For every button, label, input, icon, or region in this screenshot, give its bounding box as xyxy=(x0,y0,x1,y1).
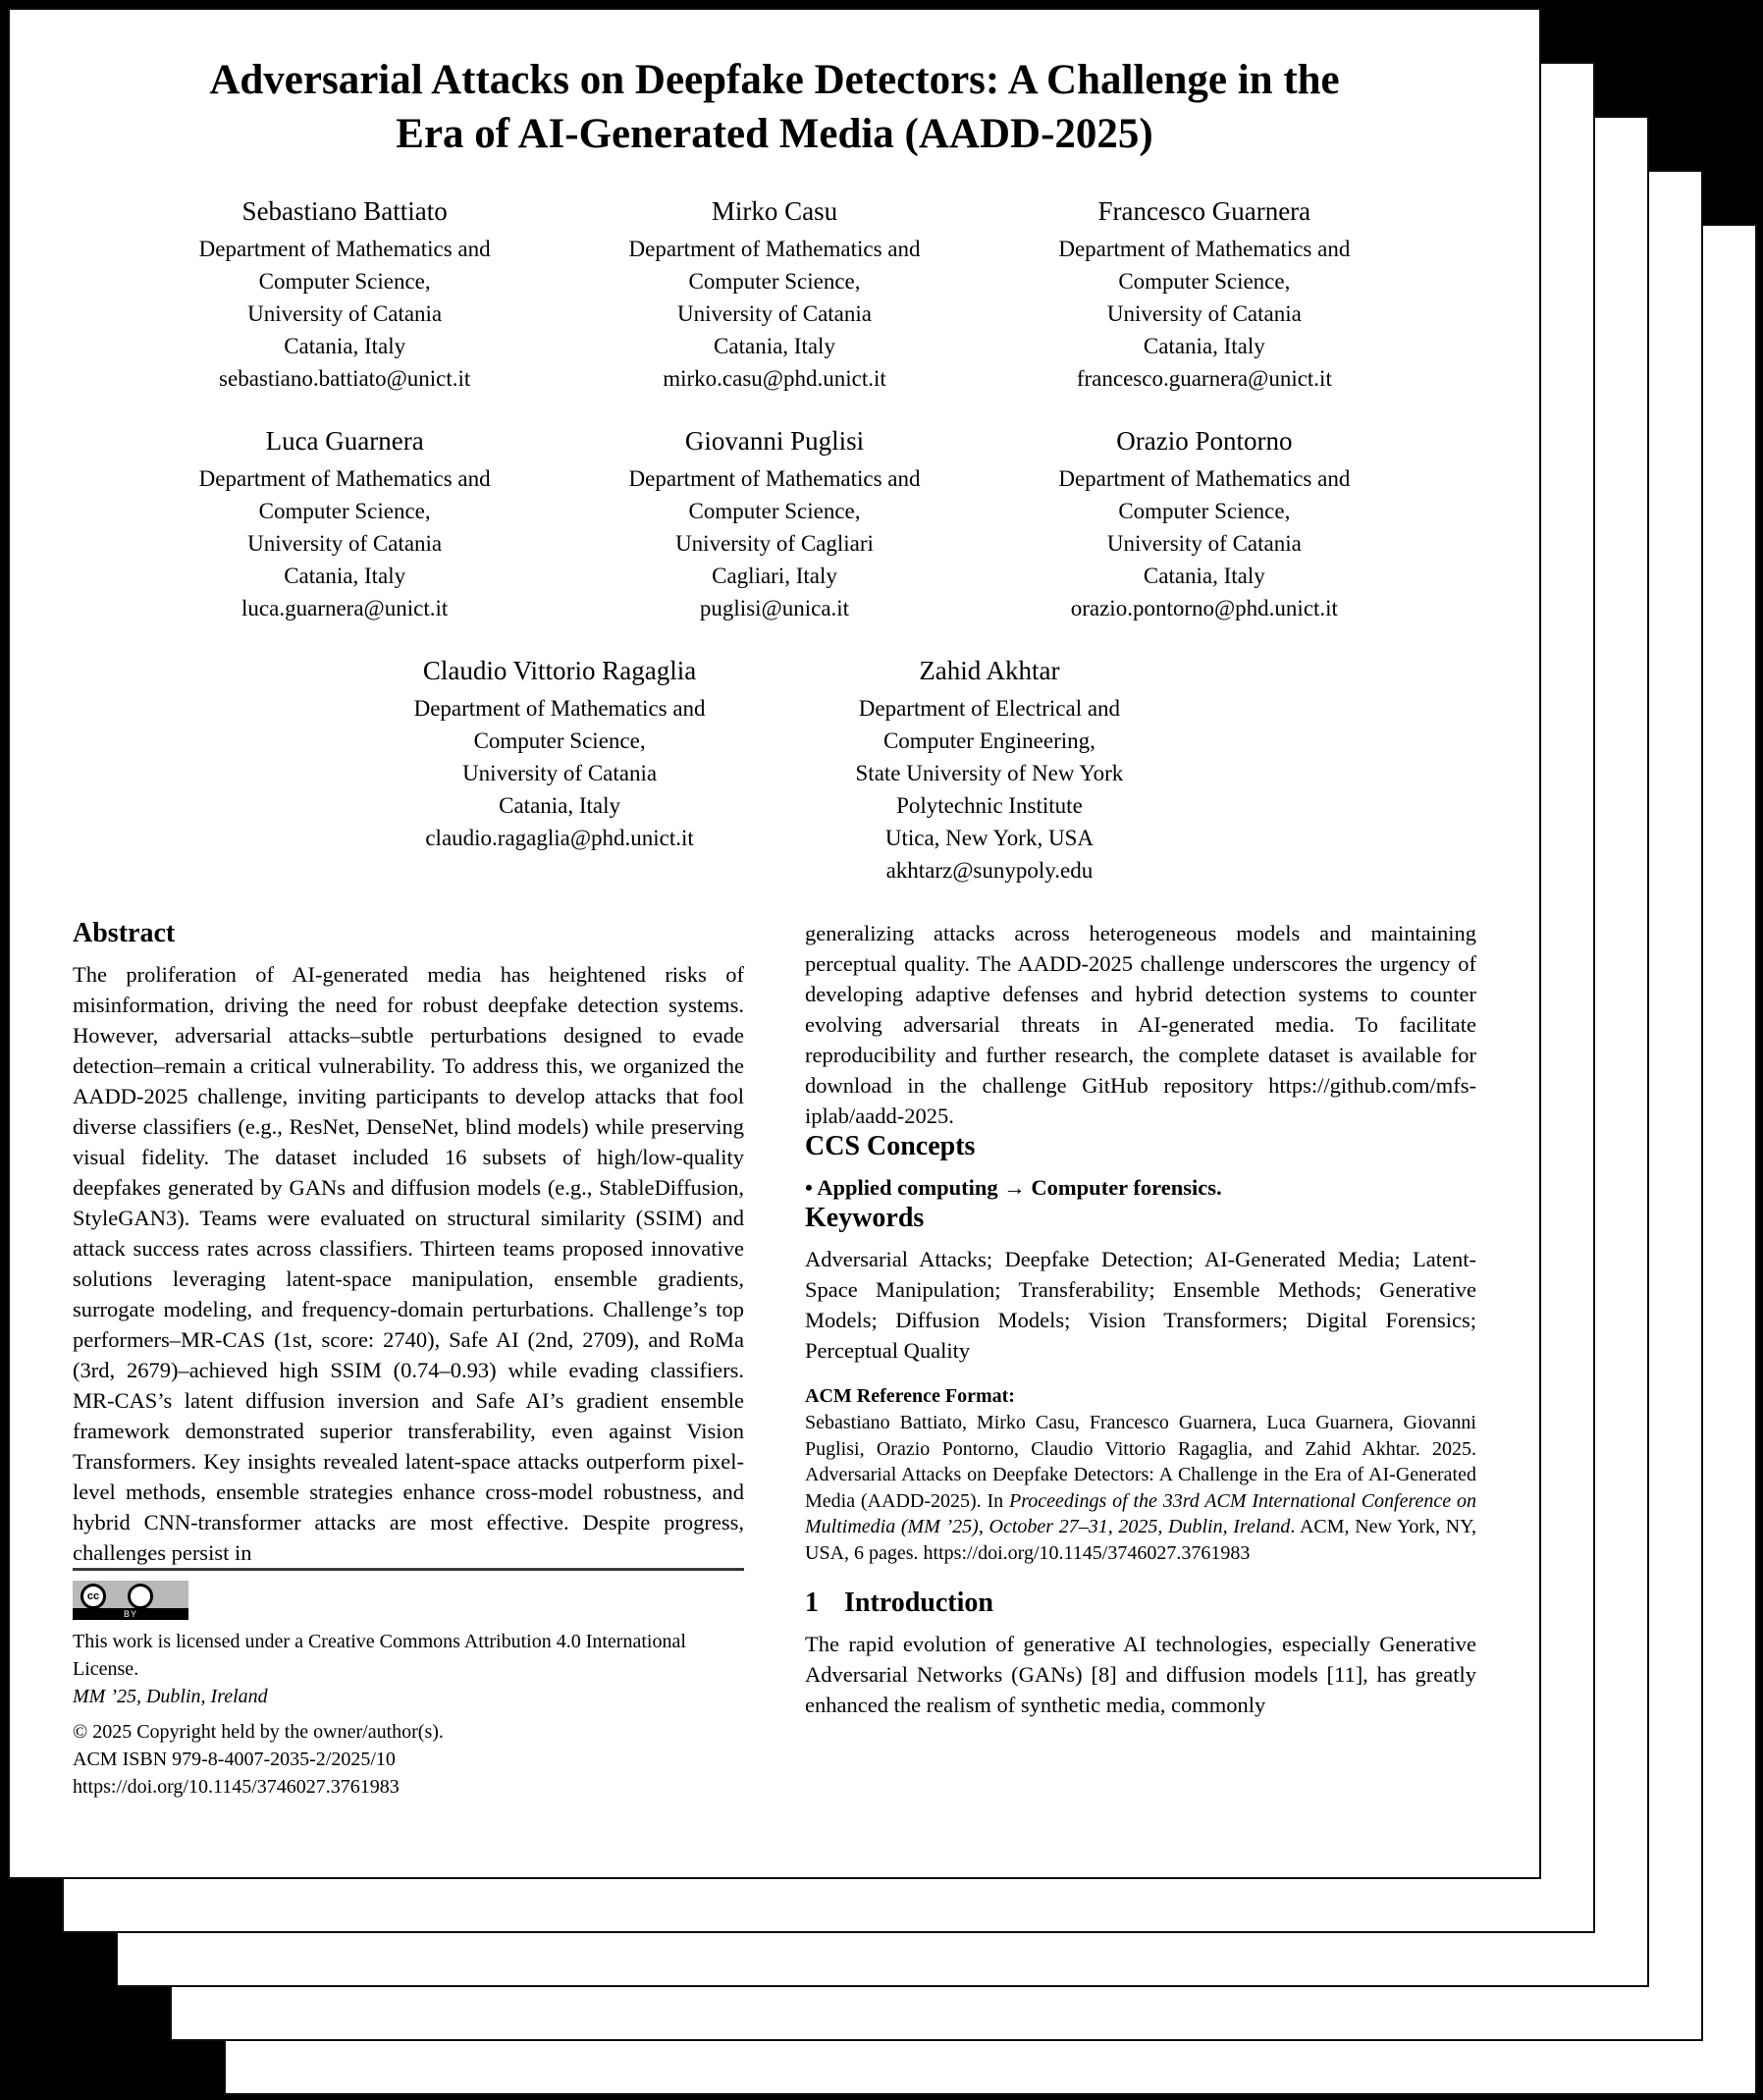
copyright-notice: © 2025 Copyright held by the owner/author(s). xyxy=(73,1721,444,1743)
paper-title-line2: Era of AI-Generated Media (AADD-2025) xyxy=(396,111,1153,157)
author-name: Claudio Vittorio Ragaglia xyxy=(422,656,697,685)
cc-icon: cc xyxy=(80,1584,106,1609)
affiliation-line: Department of Mathematics and xyxy=(198,237,491,261)
ccs-heading: CCS Concepts xyxy=(805,1131,976,1161)
license-divider xyxy=(73,1568,744,1571)
author-name: Zahid Akhtar xyxy=(919,656,1060,685)
paper-title xyxy=(82,53,1467,161)
affiliation-line: Catania, Italy xyxy=(499,793,621,818)
affiliation-line: Computer Science, xyxy=(258,269,431,294)
author-block xyxy=(989,194,1419,395)
affiliation-line: Department of Mathematics and xyxy=(1058,237,1351,261)
affiliation-line: Catania, Italy xyxy=(714,334,835,358)
affiliation-line: Polytechnic Institute xyxy=(896,793,1083,818)
author-name: Orazio Pontorno xyxy=(1116,426,1293,456)
affiliation-line: Computer Science, xyxy=(473,728,646,753)
affiliation-line: Catania, Italy xyxy=(284,564,406,588)
introduction-text: The rapid evolution of generative AI technologies, especially Generative Adversarial Networks (GANs) [8] and diffusion models [11], has greatly enhanced the realism of synthetic media, commonly xyxy=(805,1632,1476,1717)
affiliation-line: University of Catania xyxy=(247,301,443,326)
affiliation-line: University of Catania xyxy=(1106,301,1302,326)
author-email: puglisi@unica.it xyxy=(699,596,850,620)
person-icon xyxy=(128,1584,153,1609)
affiliation-line: University of Cagliari xyxy=(675,531,874,556)
author-name: Francesco Guarnera xyxy=(1097,196,1311,226)
author-email: akhtarz@sunypoly.edu xyxy=(885,858,1094,883)
paper-title-line1: Adversarial Attacks on Deepfake Detectors: A Challenge in the xyxy=(209,57,1340,103)
cc-by-label: BY xyxy=(73,1608,188,1620)
affiliation-line: Catania, Italy xyxy=(1143,334,1265,358)
affiliation-line: Department of Mathematics and xyxy=(413,696,706,721)
affiliation-line: Utica, New York, USA xyxy=(884,826,1094,850)
author-affiliation xyxy=(989,462,1419,624)
acm-reference-text xyxy=(805,1410,1476,1566)
author-affiliation xyxy=(345,692,775,854)
affiliation-line: Department of Mathematics and xyxy=(1058,466,1351,491)
left-column xyxy=(73,918,744,1817)
ccs-entry: • Applied computing → Computer forensics. xyxy=(805,1175,1222,1200)
author-block xyxy=(989,424,1419,624)
affiliation-line: Computer Engineering, xyxy=(882,728,1095,753)
right-column xyxy=(805,918,1476,1817)
author-email: sebastiano.battiato@unict.it xyxy=(219,366,471,391)
author-name: Giovanni Puglisi xyxy=(684,426,865,456)
affiliation-line: Catania, Italy xyxy=(284,334,406,358)
affiliation-line: Computer Science, xyxy=(1118,499,1291,523)
cc-by-badge xyxy=(73,1581,188,1620)
author-block xyxy=(560,424,989,624)
abstract-heading: Abstract xyxy=(73,918,176,948)
author-affiliation xyxy=(130,462,560,624)
keywords-heading: Keywords xyxy=(805,1203,925,1233)
author-affiliation xyxy=(560,233,989,395)
affiliation-line: University of Catania xyxy=(247,531,443,556)
affiliation-line: Computer Science, xyxy=(688,269,861,294)
abstract-text: The proliferation of AI-generated media has heightened risks of misinformation, driving the need for robust deepfake detection systems. However, adversarial attacks–subtle perturbations designed to evade detection–remain a critical vulnerability. To address this, we organized the AADD-2025 challenge, inviting participants to develop attacks that fool diverse classifiers (e.g., ResNet, DenseNet, blind models) while preserving visual fidelity. The dataset included 16 subsets of high/low-quality deepfakes generated by GANs and diffusion models (e.g., StableDiffusion, StyleGAN3). Teams were evaluated on structural similarity (SSIM) and attack success rates across classifiers. Thirteen teams proposed innovative solutions leveraging latent-space manipulation, ensemble gradients, surrogate modeling, and frequency-domain perturbations. Challenge’s top performers–MR-CAS (1st, score: 2740), Safe AI (2nd, 2709), and RoMa (3rd, 2679)–achieved high SSIM (0.74–0.93) while evading classifiers. MR-CAS’s latent diffusion inversion and Safe AI’s gradient ensemble framework demonstrated superior transferability, even against Vision Transformers. Key insights revealed latent-space attacks outperform pixel-level methods, ensemble strategies enhance cross-model robustness, and hybrid CNN-transformer attacks are most effective. Despite progress, challenges persist in xyxy=(73,962,744,1565)
author-name: Mirko Casu xyxy=(711,196,838,226)
introduction-heading xyxy=(805,1588,1476,1619)
author-affiliation xyxy=(989,233,1419,395)
author-email: mirko.casu@phd.unict.it xyxy=(663,366,886,391)
affiliation-line: Computer Science, xyxy=(1118,269,1291,294)
affiliation-line: State University of New York xyxy=(855,761,1124,785)
paper-first-page xyxy=(8,8,1541,1879)
acm-isbn: ACM ISBN 979-8-4007-2035-2/2025/10 xyxy=(73,1749,396,1770)
reference-post: . ACM, New York, NY, USA, 6 pages. https://doi.org/10.1145/3746027.3761983 xyxy=(805,1516,1476,1564)
author-affiliation xyxy=(775,692,1204,887)
two-column-body xyxy=(73,918,1476,1817)
keywords-text: Adversarial Attacks; Deepfake Detection; AI-Generated Media; Latent-Space Manipulation; Transferability; Ensemble Methods; Generative Models; Diffusion Models; Vision Transformers; Digital Forensics; Perceptual Quality xyxy=(805,1247,1476,1363)
license-text: This work is licensed under a Creative Commons Attribution 4.0 International License. xyxy=(73,1631,686,1680)
affiliation-line: Computer Science, xyxy=(688,499,861,523)
author-name: Sebastiano Battiato xyxy=(241,196,448,226)
abstract-continuation: generalizing attacks across heterogeneous models and maintaining perceptual quality. The AADD-2025 challenge underscores the urgency of developing adaptive defenses and hybrid detection systems to counter evolving adversarial threats in AI-generated media. To facilitate reproducibility and further research, the complete dataset is available for download in the challenge GitHub repository https://github.com/mfs-iplab/aadd-2025. xyxy=(805,921,1476,1128)
affiliation-line: Department of Electrical and xyxy=(858,696,1121,721)
reference-proceedings: Proceedings of the 33rd ACM International Conference on Multimedia (MM ’25), October 27–31, 2025, Dublin, Ireland xyxy=(805,1489,1476,1537)
affiliation-line: University of Catania xyxy=(462,761,658,785)
affiliation-line: Department of Mathematics and xyxy=(628,237,921,261)
author-email: orazio.pontorno@phd.unict.it xyxy=(1070,596,1338,620)
reference-pre: Sebastiano Battiato, Mirko Casu, Francesco Guarnera, Luca Guarnera, Giovanni Puglisi, Orazio Pontorno, Claudio Vittorio Ragaglia, and Zahid Akhtar. 2025. Adversarial Attacks on Deepfake Detectors: A Challenge in the Era of AI-Generated Media (AADD-2025). In xyxy=(805,1412,1476,1512)
affiliation-line: Computer Science, xyxy=(258,499,431,523)
conference-venue: MM ’25, Dublin, Ireland xyxy=(73,1686,268,1707)
license-block xyxy=(73,1568,744,1817)
author-name: Luca Guarnera xyxy=(265,426,424,456)
author-affiliation xyxy=(560,462,989,624)
author-block xyxy=(345,654,775,887)
author-block xyxy=(560,194,989,395)
acm-reference-heading: ACM Reference Format: xyxy=(805,1385,1015,1407)
affiliation-line: Catania, Italy xyxy=(1143,564,1265,588)
section-number: 1 xyxy=(805,1588,819,1618)
author-block xyxy=(775,654,1204,887)
author-email: luca.guarnera@unict.it xyxy=(241,596,449,620)
affiliation-line: University of Catania xyxy=(1106,531,1302,556)
author-affiliation xyxy=(130,233,560,395)
author-block xyxy=(130,424,560,624)
affiliation-line: University of Catania xyxy=(676,301,872,326)
affiliation-line: Department of Mathematics and xyxy=(628,466,921,491)
author-grid xyxy=(73,194,1476,916)
author-block xyxy=(130,194,560,395)
author-email: claudio.ragaglia@phd.unict.it xyxy=(425,826,694,850)
affiliation-line: Cagliari, Italy xyxy=(712,564,837,588)
section-title: Introduction xyxy=(844,1588,993,1618)
doi-link[interactable]: https://doi.org/10.1145/3746027.3761983 xyxy=(73,1776,400,1798)
author-email: francesco.guarnera@unict.it xyxy=(1076,366,1332,391)
affiliation-line: Department of Mathematics and xyxy=(198,466,491,491)
